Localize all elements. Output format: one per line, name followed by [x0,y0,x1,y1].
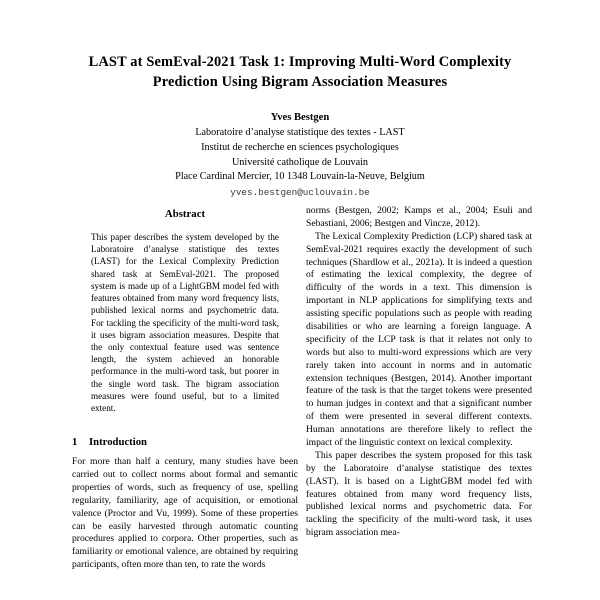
title-block [0,0,600,201]
author-block [62,110,538,201]
section-heading-introduction [72,436,298,449]
right-column-paragraph-3: This paper describes the system proposed for this task by the Laboratoire d’analyse statistique des textes (LAST). It is based on a LightGBM model fed with features obtained from many word frequency lists, published lexical norms and psychometric data. For tackling the specificity of the multi-word task, it uses bigram association mea- [306,449,532,539]
abstract-heading: Abstract [164,208,206,220]
affiliation-line-3: Université catholique de Louvain [231,156,369,168]
author-email[interactable]: yves.bestgen@uclouvain.be [230,187,370,199]
left-column [72,205,298,600]
section-title: Introduction [89,436,148,449]
author-name: Yves Bestgen [270,111,330,123]
section-number: 1 [72,436,78,449]
right-column-paragraph-2: The Lexical Complexity Prediction (LCP) shared task at SemEval-2021 requires exactly the development of such techniques (Shardlow et al., 2021a). It is indeed a question of estimating the lexical complexity, the degree of difficulty of the words in a text. This dimension is important in NLP applications for simplifying texts and assisting specific populations such as people with reading disabilities or who are learning a foreign language. A specificity of the LCP task is that it relates not only to words but also to multi-word expressions which are very rarely taken into account in norms and in automatic extension techniques (Bestgen, 2014). Another important feature of the task is that the target tokens were presented to human judges in context and that a significant number of them were presented in several different contexts. Human annotations are therefore likely to reflect the impact of the linguistic context on lexical complexity. [306,230,532,449]
page-title: LAST at SemEval-2021 Task 1: Improving Multi-Word Complexity Prediction Using Bigram Association Measures [88,54,512,91]
right-column-paragraph-1: norms (Bestgen, 2002; Kamps et al., 2004; Esuli and Sebastiani, 2006; Bestgen and Vincze, 2012). [306,205,532,229]
body-columns [0,205,600,600]
introduction-paragraph-1: For more than half a century, many studies have been carried out to collect norms about formal and semantic properties of words, such as frequency of use, spelling regularity, familiarity, age of acquisition, or emotional valence (Proctor and Vu, 1999). Some of these properties can be easily harvested through automatic counting procedures applied to corpora. Other properties, such as familiarity or emotional valence, are obtained by requiring participants, often more than ten, to rate the words [72,456,298,571]
abstract-paragraph: This paper describes the system developed by the Laboratoire d’analyse statistique des textes (LAST) for the Lexical Complexity Prediction shared task at SemEval-2021. The proposed system is made up of a LightGBM model fed with features obtained from many word frequency lists, published lexical norms and psychometric data. For tackling the specificity of the multi-word task, it uses bigram association measures. Despite that the only contextual feature used was sentence length, the system achieved an honorable performance in the multi-word task, but poorer in the single word task. The bigram association measures were found useful, but to a limited extent. [91,232,279,414]
abstract-body [91,231,279,414]
right-column [306,205,532,600]
affiliation-line-2: Institut de recherche en sciences psychologiques [201,141,399,153]
affiliation-line-1: Laboratoire d’analyse statistique des textes - LAST [195,126,405,138]
affiliation-line-4: Place Cardinal Mercier, 10 1348 Louvain-la-Neuve, Belgium [175,171,425,183]
abstract-section [72,208,298,414]
